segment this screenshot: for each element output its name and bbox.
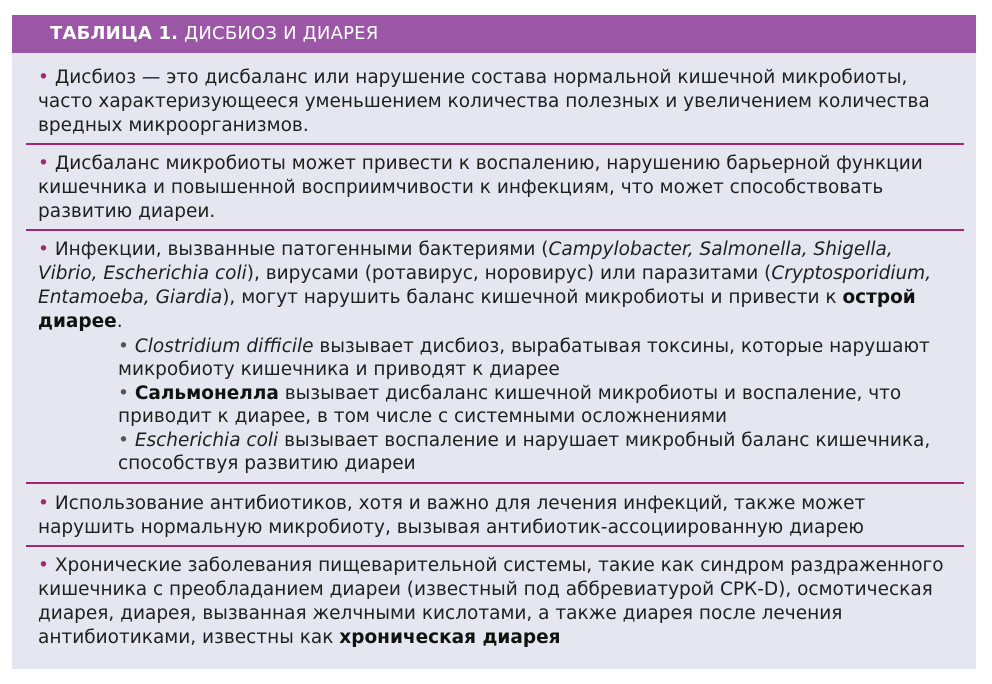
row-3-line-1: • Инфекции, вызванные патогенными бактериями (Campylobacter, Salmonella, Shigella, — [38, 239, 893, 260]
bullet-icon: • — [38, 493, 49, 514]
sub-item-salmonella-line-1: • Сальмонелла вызывает дисбаланс кишечной микробиоты и воспаление, что — [118, 383, 902, 404]
row-divider — [26, 143, 964, 145]
row-5-line-1: • Хронические заболевания пищеварительной системы, такие как синдром раздраженного — [38, 555, 944, 576]
sub-item-clostridium-line-1: • Clostridium difficile вызывает дисбиоз, вырабатывая токсины, которые нарушают — [118, 336, 930, 357]
sub-bullet-icon: • — [118, 383, 129, 404]
row-5-line-2: кишечника с преобладанием диареи (известный под аббревиатурой СРК-D), осмотическая — [38, 579, 933, 600]
row-2-line-1: • Дисбаланс микробиоты может привести к воспалению, нарушению барьерной функции — [38, 153, 923, 174]
bullet-icon: • — [38, 239, 49, 260]
row-divider — [26, 229, 964, 231]
sub-item-ecoli-line-1: • Escherichia coli вызывает воспаление и нарушает микробный баланс кишечника, — [118, 430, 931, 451]
row-1-line-2: часто характеризующееся уменьшением количества полезных и увеличением количества — [38, 91, 930, 112]
row-4-line-1: • Использование антибиотиков, хотя и важно для лечения инфекций, также может — [38, 493, 866, 514]
row-1-line-1: • Дисбиоз — это дисбаланс или нарушение состава нормальной кишечной микробиоты, — [38, 67, 908, 88]
table-1-panel — [12, 15, 976, 669]
row-3-line-2: Vibrio, Escherichia coli), вирусами (ротавирус, норовирус) или паразитами (Cryptosporidium, — [38, 263, 932, 284]
row-5-line-4: антибиотиками, известны как хроническая диарея — [38, 627, 561, 648]
sub-item-ecoli-line-2: способствуя развитию диареи — [118, 453, 416, 474]
row-2-line-3: развитию диареи. — [38, 201, 216, 222]
row-divider — [26, 545, 964, 547]
sub-bullet-icon: • — [118, 336, 129, 357]
sub-item-salmonella-line-2: приводит к диарее, в том числе с системными осложнениями — [118, 406, 728, 427]
table-number: ТАБЛИЦА 1. — [50, 23, 179, 44]
bullet-icon: • — [38, 153, 49, 174]
sub-bullet-icon: • — [118, 430, 129, 451]
table-header — [12, 15, 976, 53]
row-3-line-3: Entamoeba, Giardia), могут нарушить баланс кишечной микробиоты и привести к острой — [38, 287, 916, 308]
row-5-line-3: диарея, диарея, вызванная желчными кислотами, а также диарея после лечения — [38, 603, 843, 624]
row-divider — [26, 482, 964, 484]
row-1-line-3: вредных микроорганизмов. — [38, 115, 309, 136]
sub-item-clostridium-line-2: микробиоту кишечника и приводят к диарее — [118, 359, 560, 380]
row-2-line-2: кишечника и повышенной восприимчивости к инфекциям, что может способствовать — [38, 177, 884, 198]
row-4-line-2: нарушить нормальную микробиоту, вызывая антибиотик-ассоциированную диарею — [38, 517, 864, 538]
bullet-icon: • — [38, 555, 49, 576]
row-3-line-4: диарее. — [38, 311, 123, 332]
bullet-icon: • — [38, 67, 49, 88]
table-title: ДИСБИОЗ И ДИАРЕЯ — [184, 23, 379, 44]
